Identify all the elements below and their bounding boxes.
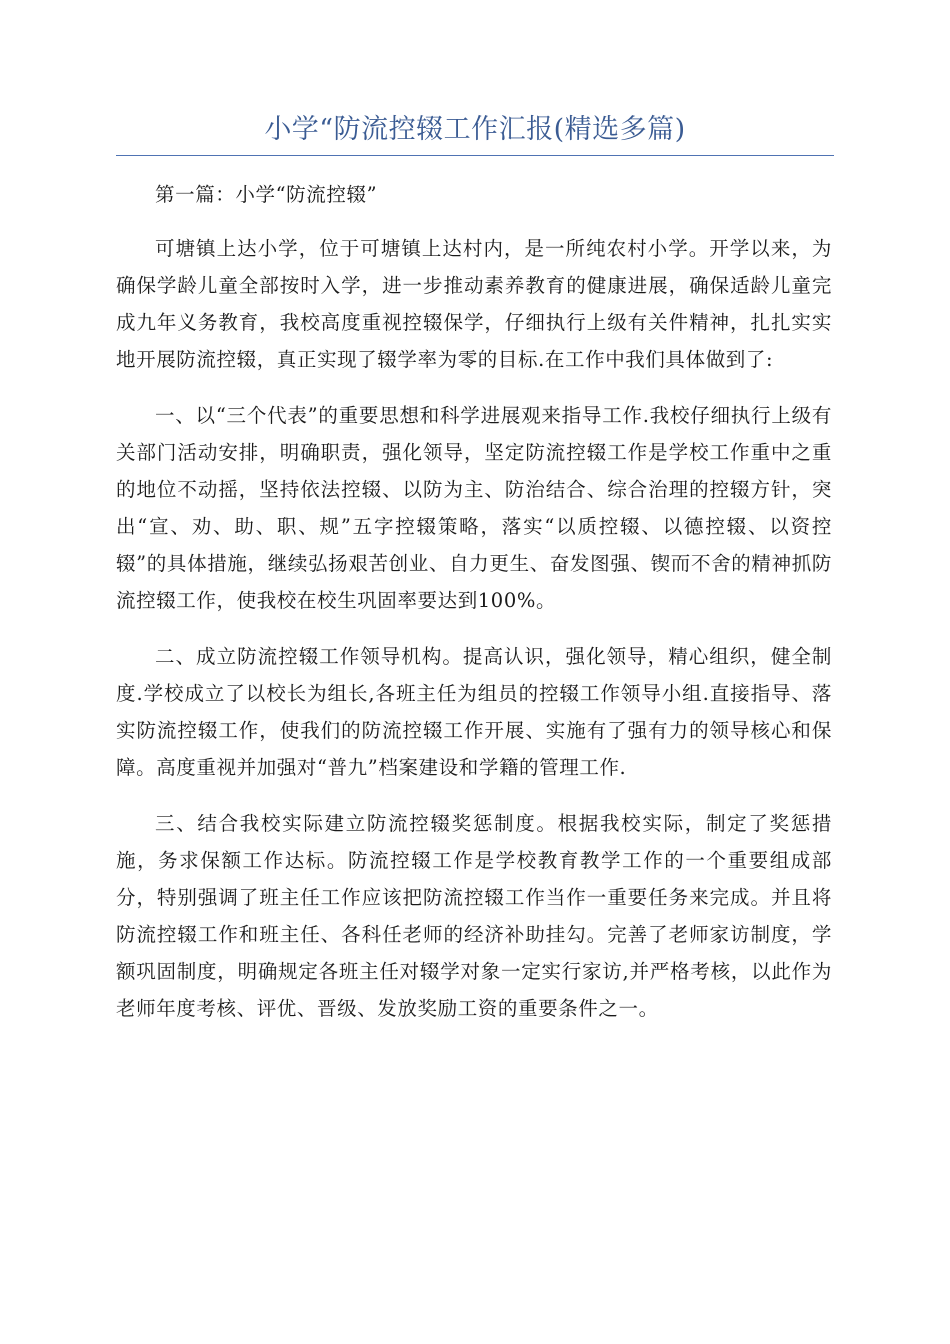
paragraph-point-two: 二、成立防流控辍工作领导机构。提高认识，强化领导，精心组织，健全制度.学校成立了以校长为组长,各班主任为组员的控辍工作领导小组.直接指导、落实防流控辍工作，使我们的防流控辍工作开展、实施有了强有力的领导核心和保障。高度重视并加强对“普九”档案建设和学籍的管理工作. bbox=[116, 645, 832, 779]
document-title: 小学“防流控辍工作汇报(精选多篇) bbox=[264, 114, 686, 145]
paragraph-intro: 可塘镇上达小学，位于可塘镇上达村内，是一所纯农村小学。开学以来，为确保学龄儿童全部按时入学，进一步推动素养教育的健康进展，确保适龄儿童完成九年义务教育，我校高度重视控辍保学，仔细执行上级有关件精神，扎扎实实地开展防流控辍，真正实现了辍学率为零的目标.在工作中我们具体做到了: bbox=[116, 237, 832, 371]
section-heading: 第一篇：小学“防流控辍” bbox=[155, 183, 378, 206]
paragraph-point-one: 一、以“三个代表”的重要思想和科学进展观来指导工作.我校仔细执行上级有关部门活动安排，明确职责，强化领导，坚定防流控辍工作是学校工作重中之重的地位不动摇，坚持依法控辍、以防为主、防治结合、综合治理的控辍方针，突出“宣、劝、助、职、规”五字控辍策略，落实“以质控辍、以德控辍、以资控辍”的具体措施，继续弘扬艰苦创业、自力更生、奋发图强、锲而不舍的精神抓防流控辍工作，使我校在校生巩固率要达到100%。 bbox=[116, 404, 832, 612]
title-underline bbox=[116, 155, 834, 156]
paragraph-point-three: 三、结合我校实际建立防流控辍奖惩制度。根据我校实际，制定了奖惩措施，务求保额工作达标。防流控辍工作是学校教育教学工作的一个重要组成部分，特别强调了班主任工作应该把防流控辍工作当作一重要任务来完成。并且将防流控辍工作和班主任、各科任老师的经济补助挂勾。完善了老师家访制度，学额巩固制度，明确规定各班主任对辍学对象一定实行家访,并严格考核，以此作为老师年度考核、评优、晋级、发放奖励工资的重要条件之一。 bbox=[116, 812, 832, 1020]
document-body bbox=[116, 176, 832, 1046]
